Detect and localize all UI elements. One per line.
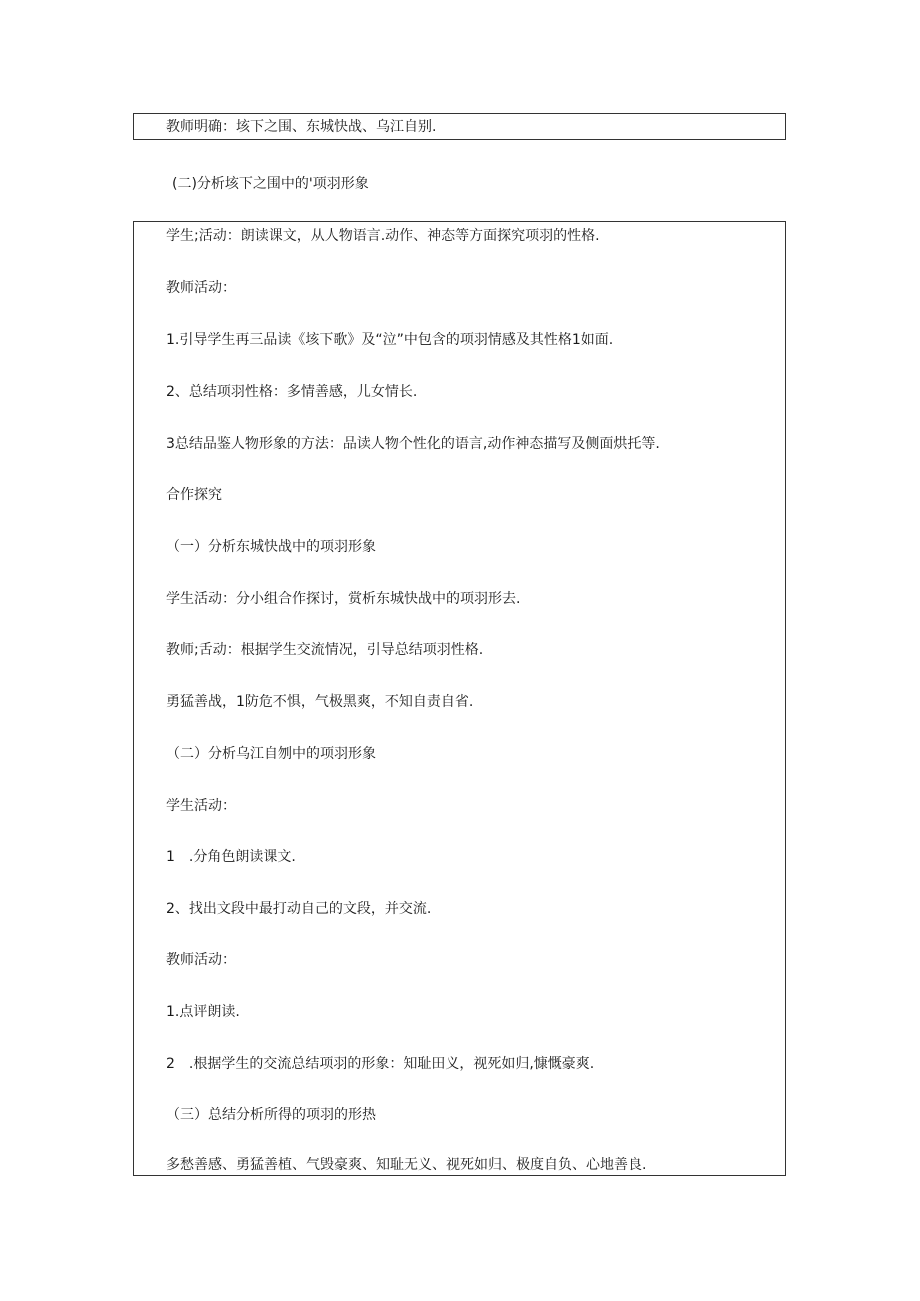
teacher-step-2: 2、总结项羽性格：多情善感，儿女情长. [166, 384, 418, 400]
teacher-activity-label-2: 教师活动： [166, 952, 236, 968]
student-step-1: 1 .分角色朗读课文. [166, 849, 296, 865]
subsection-dongcheng: （一）分析东城快战中的项羽形象 [166, 539, 376, 555]
teacher-step-summary: 2 .根据学生的交流总结项羽的形象：知耻田义，视死如归,慷慨豪爽. [166, 1056, 595, 1072]
student-activity-reading: 学生;活动：朗读课文，从人物语言.动作、神态等方面探究项羽的性格. [166, 228, 600, 244]
teacher-step-comment: 1.点评朗读. [166, 1004, 240, 1020]
section-heading-gaixia: (二)分析垓下之围中的'项羽形象 [172, 176, 369, 192]
student-step-2: 2、找出文段中最打动自己的文段，并交流. [166, 901, 432, 917]
teacher-activity-label: 教师活动： [166, 280, 236, 296]
final-traits-list: 多愁善感、勇猛善植、气毁豪爽、知耻无义、视死如归、极度自负、心地善良. [166, 1157, 647, 1173]
cooperative-inquiry-heading: 合作探究 [166, 487, 222, 503]
teacher-clarify-text: 教师明确：垓下之围、东城快战、乌江自别. [166, 119, 437, 135]
subsection-summary: （三）总结分析所得的项羽的形热 [166, 1107, 376, 1123]
teacher-step-1: 1.引导学生再三品读《垓下歌》及“泣”中包含的项羽情感及其性格1如面. [166, 332, 614, 348]
subsection-wujiang: （二）分析乌江自刎中的项羽形象 [166, 746, 376, 762]
student-activity-group: 学生活动：分小组合作探讨，赏析东城快战中的项羽形去. [166, 591, 521, 607]
teacher-step-3: 3总结品鉴人物形象的方法：品读人物个性化的语言,动作神态描写及侧面烘托等. [166, 436, 660, 452]
character-traits-dongcheng: 勇猛善战，1防危不惧，气极黑爽，不知自责自省. [166, 694, 474, 710]
teacher-activity-summary: 教师;舌动：根据学生交流情况，引导总结项羽性格. [166, 642, 484, 658]
student-activity-label: 学生活动： [166, 798, 236, 814]
